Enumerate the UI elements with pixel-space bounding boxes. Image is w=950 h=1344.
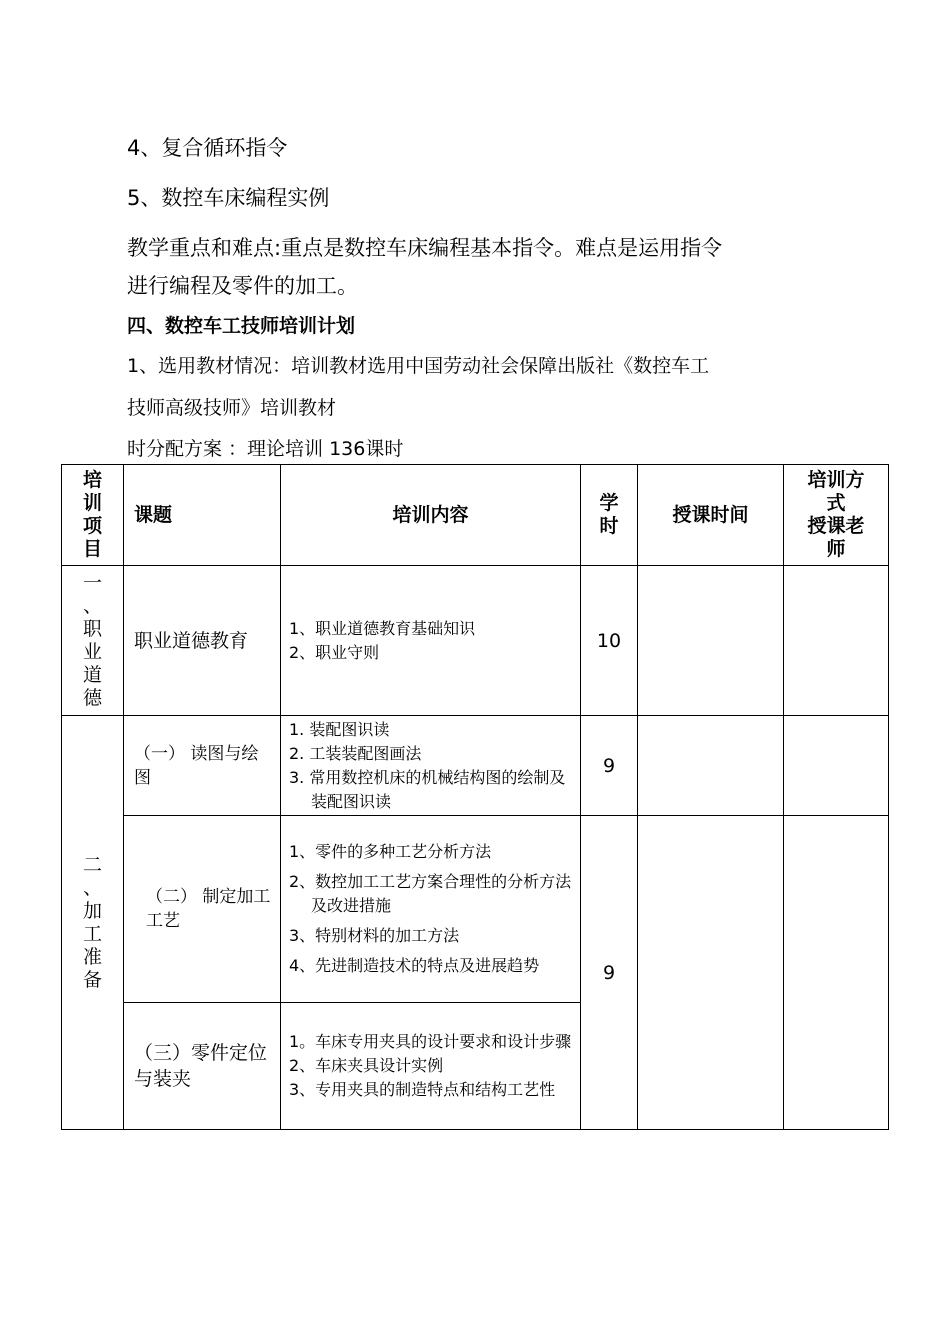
topic-cell: （二） 制定加工工艺 (124, 816, 281, 1003)
topic-cell: （一） 读图与绘图 (124, 716, 281, 816)
content-cell: 1、职业道德教育基础知识 2、职业守则 (281, 566, 581, 716)
text-line-4a: 1、选用教材情况：培训教材选用中国劳动社会保障出版社《数控车工 (127, 355, 710, 377)
method-cell (784, 816, 889, 1130)
topic-cell: （三）零件定位与装夹 (124, 1003, 281, 1130)
topic-cell: 职业道德教育 (124, 566, 281, 716)
time-cell (638, 816, 784, 1130)
text-line-4b: 技师高级技师》培训教材 (127, 397, 337, 419)
header-hours: 学 时 (581, 465, 638, 566)
hours-cell: 10 (581, 566, 638, 716)
content-cell: 1. 装配图识读 2. 工装装配图画法 3. 常用数控机床的机械结构图的绘制及装配图识读 (281, 716, 581, 816)
text-line-3b: 进行编程及零件的加工。 (127, 274, 358, 298)
project-cell-1: 一 、 职 业 道 德 (62, 566, 124, 716)
time-cell (638, 716, 784, 816)
text-line-5: 时分配方案 ：理论培训 136课时 (127, 438, 404, 460)
header-topic: 课题 (124, 465, 281, 566)
text-line-1: 4、复合循环指令 (127, 136, 288, 160)
hours-cell: 9 (581, 816, 638, 1130)
text-line-3a: 教学重点和难点:重点是数控车床编程基本指令。难点是运用指令 (127, 236, 723, 260)
header-content: 培训内容 (281, 465, 581, 566)
section-heading: 四、数控车工技师培训计划 (127, 315, 356, 337)
header-method: 培训方 式 授课老 师 (784, 465, 889, 566)
content-cell: 1。车床专用夹具的设计要求和设计步骤 2、车床夹具设计实例 3、专用夹具的制造特点和结构工艺性 (281, 1003, 581, 1130)
method-cell (784, 716, 889, 816)
project-cell-2: 二 、 加 工 准 备 (62, 716, 124, 1130)
time-cell (638, 566, 784, 716)
table-row (62, 816, 889, 1003)
text-line-2: 5、数控车床编程实例 (127, 186, 330, 210)
table-row (62, 566, 889, 716)
training-plan-table (61, 464, 889, 1130)
table-header-row (62, 465, 889, 566)
table-row (62, 716, 889, 816)
method-cell (784, 566, 889, 716)
header-project: 培 训 项 目 (62, 465, 124, 566)
header-time: 授课时间 (638, 465, 784, 566)
content-cell: 1、零件的多种工艺分析方法 2、数控加工工艺方案合理性的分析方法及改进措施 3、特别材料的加工方法 4、先进制造技术的特点及进展趋势 (281, 816, 581, 1003)
hours-cell: 9 (581, 716, 638, 816)
